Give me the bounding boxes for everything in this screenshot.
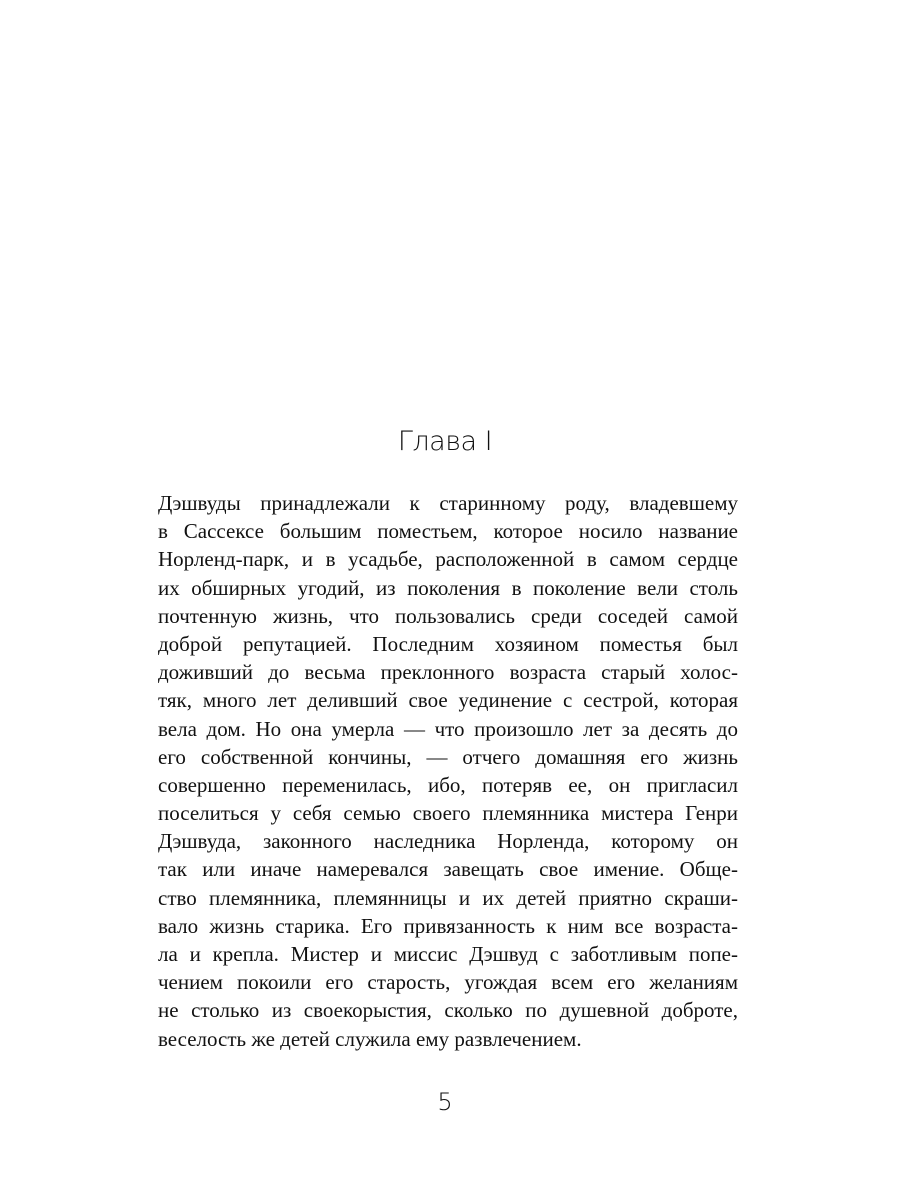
text-line: поселиться у себя семью своего племянника мистера Генри [158, 801, 738, 826]
chapter-title: Глава I [397, 426, 493, 457]
text-line: не столько из своекорыстия, сколько по душевной доброте, [158, 998, 738, 1023]
text-line: Дэшвуды принадлежали к старинному роду, владевшему [158, 491, 738, 515]
text-line: Дэшвуда, законного наследника Норленда, которому он [158, 829, 738, 854]
text-line: доживший до весьма преклонного возраста старый холос- [158, 660, 738, 685]
text-line: их обширных угодий, из поколения в поколение вели столь [158, 575, 738, 600]
text-line: тяк, много лет деливший свое уединение с сестрой, которая [158, 688, 738, 713]
text-line: ла и крепла. Мистер и миссис Дэшвуд с заботливым попе- [158, 942, 738, 966]
text-line: доброй репутацией. Последним хозяином поместья был [158, 631, 738, 656]
text-line: чением покоили его старость, угождая всем его желаниям [158, 970, 738, 995]
text-line: вела дом. Но она умерла — что произошло лет за десять до [158, 716, 738, 741]
text-line: совершенно переменилась, ибо, потеряв ее, он пригласил [158, 772, 738, 797]
text-line: ство племянника, племянницы и их детей приятно скраши- [158, 885, 738, 910]
page-number: 5 [437, 1088, 453, 1116]
text-line: так или иначе намеревался завещать свое имение. Обще- [158, 857, 738, 882]
text-line: вало жизнь старика. Его привязанность к ним все возраста- [158, 913, 738, 938]
text-line: почтенную жизнь, что пользовались среди соседей самой [158, 603, 738, 628]
text-line: его собственной кончины, — отчего домашняя его жизнь [158, 744, 738, 769]
body-paragraph [158, 489, 738, 1053]
text-line: в Сассексе большим поместьем, которое носило название [158, 519, 738, 544]
text-line-last: веселость же детей служила ему развлечением. [158, 1026, 582, 1051]
text-line: Норленд-парк, и в усадьбе, расположенной в самом сердце [158, 547, 738, 572]
